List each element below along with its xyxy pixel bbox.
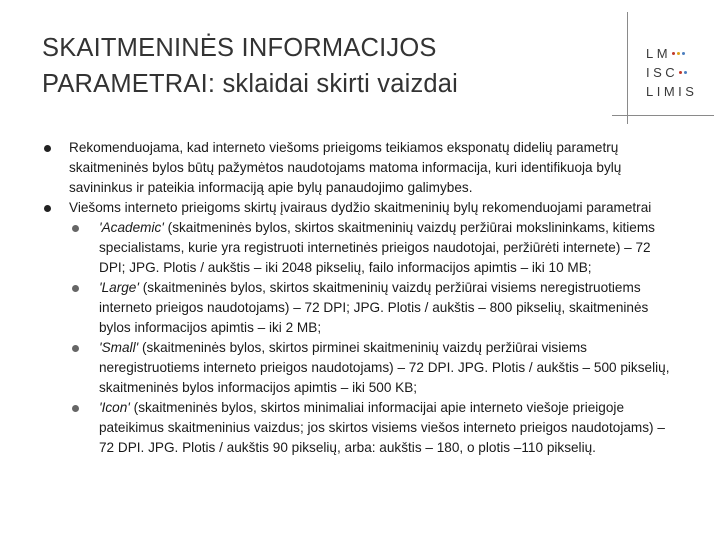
sub-bullet-icon	[72, 285, 79, 292]
bullet-text: Rekomenduojama, kad interneto viešoms prieigoms teikiamos eksponatų didelių parametrų skaitmeninės bylos būtų pažymėtos naudotojams matoma informacija, kuri identifikuoja bylų savininkus ir pateikia informaciją apie bylų panaudojimo galimybes.	[69, 140, 622, 195]
bullet-item-recommendation	[42, 138, 678, 198]
sub-bullet-small	[69, 338, 678, 398]
format-description: (skaitmeninės bylos, skirtos minimaliai informacijai apie interneto viešoje prieigoje pateikimus skaitmeninius vaizdus; jos skirtos visiems viešos interneto prieigos naudotojams) – 72 DPI. JPG. Plotis / aukštis 90 pikselių, arba: aukštis – 180, o plotis –110 pikselių.	[99, 400, 665, 455]
bullet-list	[42, 138, 678, 458]
lm-isc-limis-logo	[646, 44, 712, 101]
sub-bullet-icon	[72, 345, 79, 352]
bullet-item-parameters	[42, 198, 678, 458]
slide-body	[42, 138, 678, 458]
logo-row-3	[646, 82, 712, 101]
sub-bullet-icon-format	[69, 398, 678, 458]
logo-dot-yellow-icon	[677, 52, 680, 55]
sub-bullet-icon	[72, 225, 79, 232]
slide-title-line-1: SKAITMENINĖS INFORMACIJOS	[42, 34, 437, 62]
sub-bullet-academic	[69, 218, 678, 278]
logo-text-lm: LM	[646, 46, 672, 61]
logo-row-1	[646, 44, 712, 63]
bullet-icon	[44, 145, 51, 152]
logo-text-isc: ISC	[646, 65, 679, 80]
format-term: 'Academic'	[99, 220, 164, 235]
bullet-icon	[44, 205, 51, 212]
logo-divider-horizontal	[612, 115, 714, 116]
format-description: (skaitmeninės bylos, skirtos pirminei skaitmeninių vaizdų peržiūrai visiems neregistruotiems interneto prieigos naudotojams) – 72 DPI. JPG. Plotis / aukštis – 500 pikselių, skaitmeninės bylos informacijos apimtis – iki 500 KB;	[99, 340, 670, 395]
format-term: 'Large'	[99, 280, 139, 295]
logo-row-2	[646, 63, 712, 82]
logo-dot-red-icon	[679, 71, 682, 74]
logo-divider-vertical	[627, 12, 628, 124]
format-description: (skaitmeninės bylos, skirtos skaitmeninių vaizdų peržiūrai mokslininkams, kitiems specialistams, kurie yra registruoti internetinės prieigos naudotojai, peržiūrėti internete) – 72 DPI; JPG. Plotis / aukštis – iki 2048 pikselių, failo informacijos apimtis – iki 10 MB;	[99, 220, 655, 275]
logo-text-limis: LIMIS	[646, 84, 698, 99]
sub-bullet-large	[69, 278, 678, 338]
logo-dot-blue-icon	[682, 52, 685, 55]
slide-title	[42, 30, 612, 102]
sub-bullet-list	[69, 218, 678, 458]
slide-title-line-2: PARAMETRAI: sklaidai skirti vaizdai	[42, 70, 459, 98]
logo-dot-red-icon	[672, 52, 675, 55]
format-term: 'Icon'	[99, 400, 130, 415]
format-description: (skaitmeninės bylos, skirtos skaitmeninių vaizdų peržiūrai visiems neregistruotiems interneto prieigos naudotojams) – 72 DPI; JPG. Plotis / aukštis – 800 pikselių, skaitmeninės bylos informacijos apimtis – iki 2 MB;	[99, 280, 649, 335]
format-term: 'Small'	[99, 340, 139, 355]
bullet-text: Viešoms interneto prieigoms skirtų įvairaus dydžio skaitmeninių bylų rekomenduojami parametrai	[69, 200, 652, 215]
sub-bullet-icon	[72, 405, 79, 412]
logo-dot-blue-icon	[684, 71, 687, 74]
